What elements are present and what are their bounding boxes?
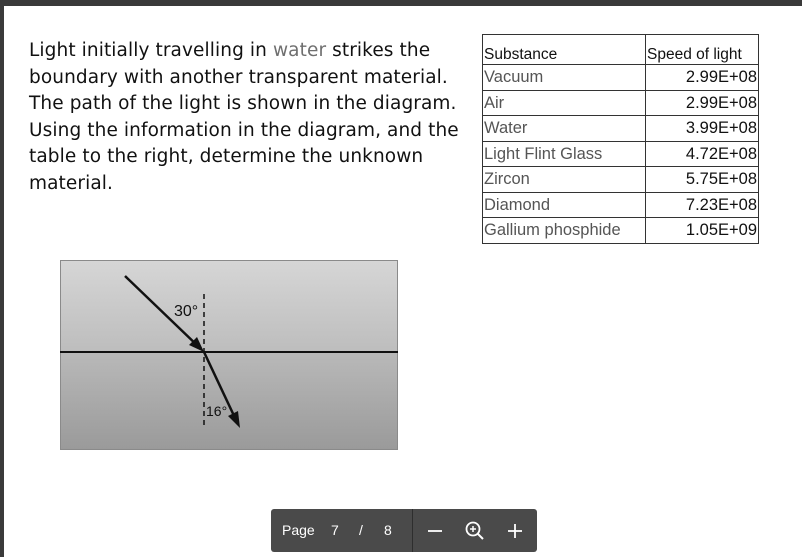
substance-cell: Zircon	[483, 167, 646, 193]
substance-cell: Diamond	[483, 192, 646, 218]
question-text	[29, 38, 469, 197]
table-row	[483, 65, 759, 91]
table-row	[483, 141, 759, 167]
table-row	[483, 218, 759, 244]
substance-cell: Gallium phosphide	[483, 218, 646, 244]
header-speed-of-light: Speed of light	[646, 35, 759, 65]
speed-cell: 3.99E+08	[646, 116, 759, 142]
speed-of-light-table	[482, 34, 759, 244]
refracted-angle-label: 16°	[206, 403, 228, 419]
total-pages: 8	[384, 522, 392, 538]
speed-cell: 5.75E+08	[646, 167, 759, 193]
question-text-rest: strikes the boundary with another transparent material. The path of the light is shown in the diagram. Using the information in the diagram, and the table to the right, determine the unknown material.	[29, 40, 459, 194]
speed-cell: 1.05E+09	[646, 218, 759, 244]
refraction-diagram	[60, 260, 398, 450]
incident-angle-label: 30°	[174, 303, 199, 320]
speed-cell: 2.99E+08	[646, 90, 759, 116]
lower-medium	[60, 352, 398, 450]
zoom-in-button[interactable]	[501, 517, 529, 545]
highlighted-word: water	[272, 40, 327, 61]
table-header-row	[483, 35, 759, 65]
question-text-start: Light initially travelling in	[29, 40, 273, 61]
table-row	[483, 192, 759, 218]
speed-cell: 7.23E+08	[646, 192, 759, 218]
top-frame-bar	[0, 0, 802, 6]
current-page-number[interactable]: 7	[331, 522, 339, 538]
table-row	[483, 167, 759, 193]
page-separator: /	[359, 522, 363, 538]
substance-cell: Water	[483, 116, 646, 142]
upper-medium	[60, 260, 398, 352]
zoom-magnifier-button[interactable]	[461, 517, 489, 545]
header-substance: Substance	[483, 35, 646, 65]
left-frame-edge	[0, 6, 4, 557]
table-row	[483, 116, 759, 142]
page-label: Page	[282, 522, 315, 538]
zoom-out-button[interactable]	[421, 517, 449, 545]
page-navigation-toolbar	[271, 509, 537, 552]
speed-cell: 4.72E+08	[646, 141, 759, 167]
minus-icon	[421, 517, 449, 545]
toolbar-divider	[412, 509, 413, 552]
substance-cell: Light Flint Glass	[483, 141, 646, 167]
substance-cell: Air	[483, 90, 646, 116]
plus-icon	[501, 517, 529, 545]
zoom-in-magnifier-icon	[461, 517, 489, 545]
table-row	[483, 90, 759, 116]
speed-cell: 2.99E+08	[646, 65, 759, 91]
substance-cell: Vacuum	[483, 65, 646, 91]
